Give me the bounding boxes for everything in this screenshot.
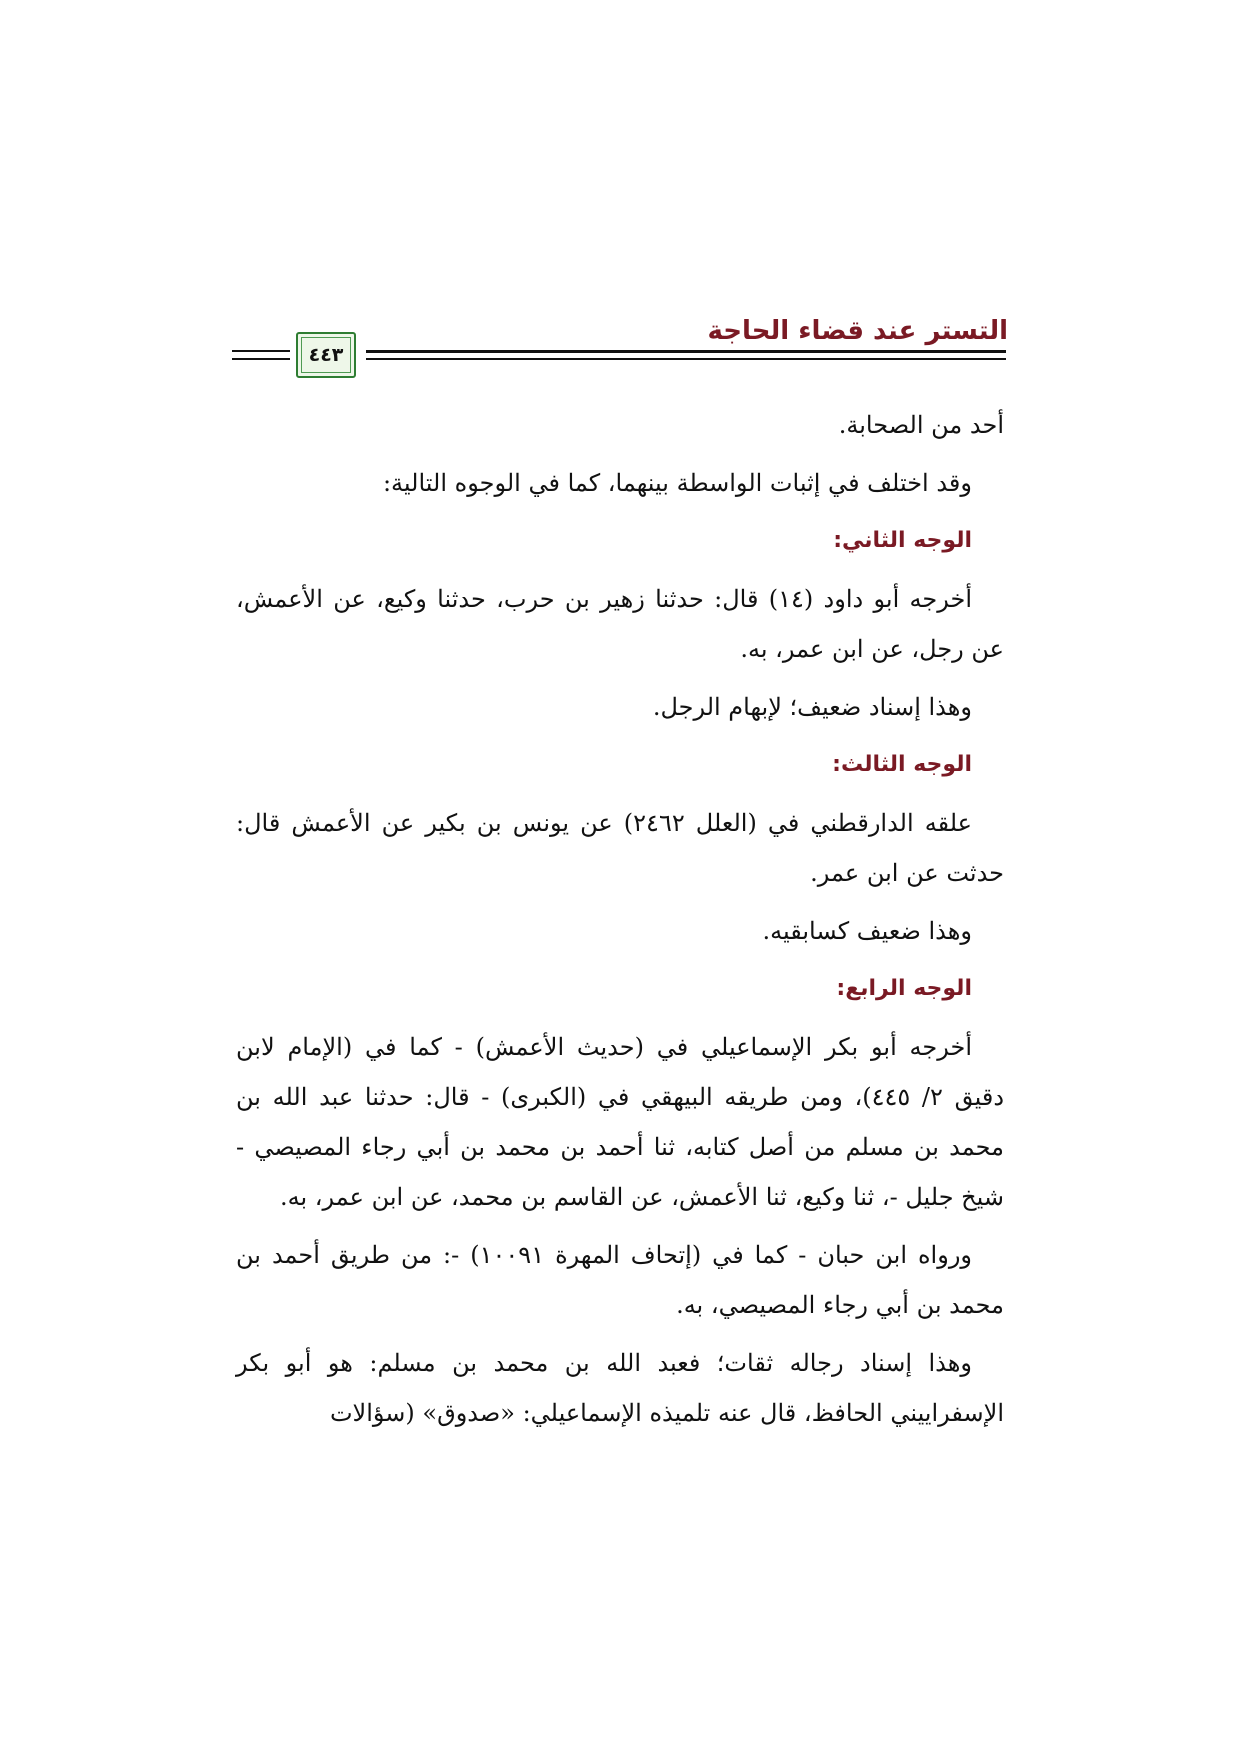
paragraph-1: أحد من الصحابة. [838, 411, 1004, 439]
paragraph-5: علقه الدارقطني في (العلل ٢٤٦٢) عن يونس بن بكير عن الأعمش قال: حدثت عن ابن عمر. [236, 809, 1004, 887]
paragraph-4: وهذا إسناد ضعيف؛ لإبهام الرجل. [652, 693, 972, 721]
running-header-title: التستر عند قضاء الحاجة [707, 316, 1008, 346]
header-rule-right-top [366, 350, 1006, 353]
section-heading-fourth: الوجه الرابع: [836, 976, 972, 1001]
header-rule-left-top [232, 350, 290, 352]
paragraph-8: ورواه ابن حبان - كما في (إتحاف المهرة ١٠٠٩١) -: من طريق أحمد بن محمد بن أبي رجاء المصيصي، به. [236, 1241, 1004, 1319]
paragraph-6: وهذا ضعيف كسابقيه. [762, 917, 972, 945]
paragraph-7: أخرجه أبو بكر الإسماعيلي في (حديث الأعمش) - كما في (الإمام لابن دقيق ٢/ ٤٤٥)، ومن طريقه البيهقي في (الكبرى) - قال: حدثنا عبد الله بن محمد بن مسلم من أصل كتابه، ثنا أحمد بن محمد بن أبي رجاء المصيصي - شيخ جليل -، ثنا وكيع، ثنا الأعمش، عن القاسم بن محمد، عن ابن عمر، به. [236, 1033, 1005, 1211]
header-rule-right-bottom [366, 358, 1006, 360]
paragraph-3: أخرجه أبو داود (١٤) قال: حدثنا زهير بن حرب، حدثنا وكيع، عن الأعمش، عن رجل، عن ابن عمر، به. [236, 585, 1004, 663]
header-rule-left-bottom [232, 358, 290, 360]
body-text [236, 400, 1004, 1446]
paragraph-9: وهذا إسناد رجاله ثقات؛ فعبد الله بن محمد بن مسلم: هو أبو بكر الإسفراييني الحافظ، قال عنه تلميذه الإسماعيلي: «صدوق» (سؤالات [236, 1349, 1004, 1427]
page-number-badge [296, 332, 356, 378]
page-number: ٤٤٣ [308, 344, 344, 366]
section-heading-third: الوجه الثالث: [832, 752, 972, 777]
paragraph-2: وقد اختلف في إثبات الواسطة بينهما، كما في الوجوه التالية: [382, 469, 972, 497]
section-heading-second: الوجه الثاني: [833, 528, 972, 553]
